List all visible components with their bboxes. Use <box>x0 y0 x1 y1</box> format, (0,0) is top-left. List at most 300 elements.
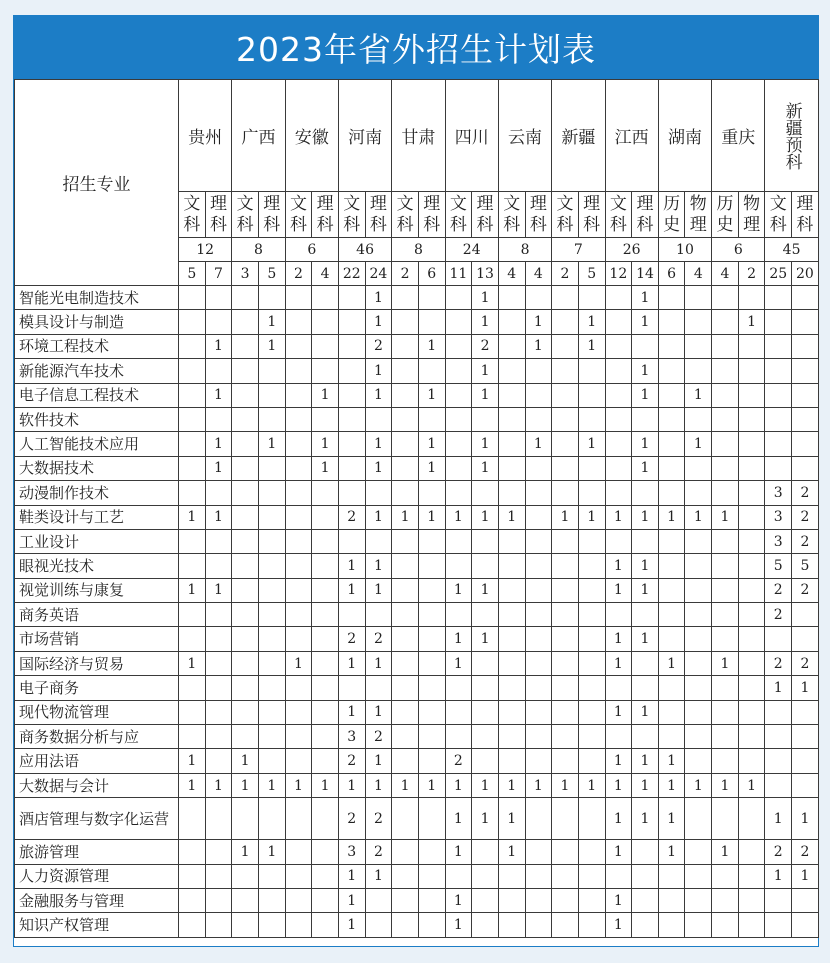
quota-cell <box>792 773 819 797</box>
quota-cell <box>658 407 685 431</box>
quota-cell: 3 <box>765 481 792 505</box>
quota-cell <box>578 578 605 602</box>
quota-cell: 1 <box>418 334 445 358</box>
quota-cell <box>338 310 365 334</box>
quota-cell <box>285 481 312 505</box>
quota-cell <box>312 603 339 627</box>
quota-cell <box>712 798 739 840</box>
quota-cell: 1 <box>365 432 392 456</box>
quota-cell <box>205 481 232 505</box>
quota-cell <box>285 603 312 627</box>
subject-label: 理科 <box>578 192 605 238</box>
quota-cell <box>498 578 525 602</box>
quota-cell <box>392 529 419 553</box>
quota-cell: 1 <box>632 359 659 383</box>
quota-cell <box>232 432 259 456</box>
quota-cell: 3 <box>338 725 365 749</box>
quota-cell <box>632 651 659 675</box>
quota-cell: 1 <box>205 383 232 407</box>
major-name: 应用法语 <box>15 749 179 773</box>
quota-cell: 1 <box>472 310 499 334</box>
quota-cell: 1 <box>792 864 819 888</box>
quota-cell <box>285 407 312 431</box>
quota-cell <box>445 334 472 358</box>
quota-cell: 1 <box>418 456 445 480</box>
quota-cell <box>285 359 312 383</box>
quota-cell <box>712 676 739 700</box>
quota-cell <box>285 700 312 724</box>
quota-cell: 1 <box>179 773 206 797</box>
quota-cell <box>685 627 712 651</box>
quota-cell <box>632 334 659 358</box>
quota-cell: 1 <box>605 888 632 912</box>
subject-label: 文科 <box>552 192 579 238</box>
quota-cell: 1 <box>605 651 632 675</box>
major-column-header: 招生专业 <box>15 80 179 286</box>
quota-cell <box>472 407 499 431</box>
subject-count: 4 <box>498 262 525 286</box>
major-row <box>15 798 819 840</box>
quota-cell <box>738 913 765 937</box>
quota-cell <box>285 310 312 334</box>
major-name: 智能光电制造技术 <box>15 286 179 310</box>
quota-cell <box>525 359 552 383</box>
quota-cell: 1 <box>445 578 472 602</box>
quota-cell: 1 <box>552 505 579 529</box>
province-name: 湖南 <box>658 80 711 192</box>
quota-cell <box>792 888 819 912</box>
quota-cell <box>605 310 632 334</box>
quota-cell <box>765 310 792 334</box>
province-name: 新疆 <box>552 80 605 192</box>
quota-cell <box>418 651 445 675</box>
quota-cell: 1 <box>365 578 392 602</box>
subject-count: 5 <box>578 262 605 286</box>
quota-cell <box>552 798 579 840</box>
quota-cell <box>658 725 685 749</box>
major-name: 商务英语 <box>15 603 179 627</box>
quota-cell <box>285 840 312 864</box>
quota-cell <box>498 651 525 675</box>
quota-cell <box>552 432 579 456</box>
quota-cell <box>552 286 579 310</box>
quota-cell: 2 <box>792 651 819 675</box>
quota-cell: 1 <box>738 310 765 334</box>
quota-cell: 1 <box>418 432 445 456</box>
quota-cell: 1 <box>258 840 285 864</box>
quota-cell: 1 <box>765 864 792 888</box>
quota-cell: 1 <box>632 578 659 602</box>
quota-cell <box>472 554 499 578</box>
quota-cell <box>578 700 605 724</box>
quota-cell <box>765 286 792 310</box>
quota-cell <box>418 286 445 310</box>
quota-cell <box>258 864 285 888</box>
quota-cell: 1 <box>205 773 232 797</box>
quota-cell: 1 <box>179 505 206 529</box>
quota-cell <box>738 888 765 912</box>
quota-cell <box>738 432 765 456</box>
quota-cell <box>685 913 712 937</box>
quota-cell <box>445 676 472 700</box>
quota-cell <box>552 407 579 431</box>
major-row <box>15 578 819 602</box>
quota-cell <box>525 840 552 864</box>
quota-cell: 1 <box>365 773 392 797</box>
quota-cell <box>712 749 739 773</box>
major-row <box>15 407 819 431</box>
quota-cell <box>658 481 685 505</box>
quota-cell <box>552 578 579 602</box>
quota-cell <box>498 286 525 310</box>
quota-cell <box>685 310 712 334</box>
quota-cell <box>605 334 632 358</box>
quota-cell: 1 <box>338 888 365 912</box>
subject-count: 22 <box>338 262 365 286</box>
quota-cell <box>258 286 285 310</box>
quota-cell <box>312 913 339 937</box>
major-name: 国际经济与贸易 <box>15 651 179 675</box>
quota-cell <box>792 725 819 749</box>
quota-cell <box>232 407 259 431</box>
quota-cell <box>685 749 712 773</box>
province-total: 10 <box>658 238 711 262</box>
major-row <box>15 749 819 773</box>
quota-cell <box>232 627 259 651</box>
quota-cell <box>738 456 765 480</box>
subject-count: 14 <box>632 262 659 286</box>
quota-cell: 1 <box>605 627 632 651</box>
quota-cell <box>658 359 685 383</box>
quota-cell <box>232 578 259 602</box>
quota-cell <box>285 864 312 888</box>
quota-cell <box>392 603 419 627</box>
major-row <box>15 773 819 797</box>
quota-cell <box>525 529 552 553</box>
major-row <box>15 286 819 310</box>
quota-cell <box>605 529 632 553</box>
quota-cell: 1 <box>525 432 552 456</box>
quota-cell: 5 <box>765 554 792 578</box>
quota-cell: 1 <box>498 798 525 840</box>
quota-cell <box>525 676 552 700</box>
quota-cell <box>552 383 579 407</box>
quota-cell <box>232 603 259 627</box>
quota-cell <box>445 359 472 383</box>
quota-cell: 1 <box>179 749 206 773</box>
quota-cell <box>472 700 499 724</box>
quota-cell: 2 <box>338 749 365 773</box>
subject-count: 20 <box>792 262 819 286</box>
major-row <box>15 888 819 912</box>
quota-cell <box>418 359 445 383</box>
quota-cell <box>472 749 499 773</box>
province-name: 贵州 <box>179 80 232 192</box>
quota-cell <box>205 310 232 334</box>
quota-cell <box>738 603 765 627</box>
quota-cell <box>525 578 552 602</box>
quota-cell: 1 <box>632 432 659 456</box>
quota-cell <box>658 529 685 553</box>
quota-cell <box>205 700 232 724</box>
major-row <box>15 627 819 651</box>
subject-label: 文科 <box>392 192 419 238</box>
quota-cell <box>179 913 206 937</box>
quota-cell <box>179 383 206 407</box>
quota-cell: 1 <box>258 310 285 334</box>
quota-cell <box>498 529 525 553</box>
quota-cell <box>605 676 632 700</box>
quota-cell <box>765 773 792 797</box>
quota-cell <box>552 529 579 553</box>
quota-cell: 1 <box>445 798 472 840</box>
quota-cell: 1 <box>498 505 525 529</box>
quota-cell <box>658 700 685 724</box>
quota-cell <box>712 359 739 383</box>
quota-cell <box>525 725 552 749</box>
quota-cell <box>685 676 712 700</box>
quota-cell: 1 <box>765 798 792 840</box>
quota-cell <box>498 432 525 456</box>
quota-cell <box>312 286 339 310</box>
quota-cell <box>605 383 632 407</box>
province-name: 新疆预科 <box>765 80 818 192</box>
quota-cell <box>792 359 819 383</box>
quota-cell <box>658 286 685 310</box>
quota-cell: 1 <box>285 651 312 675</box>
quota-cell: 1 <box>632 286 659 310</box>
quota-cell <box>685 864 712 888</box>
quota-cell <box>738 554 765 578</box>
enrollment-plan-table <box>14 79 819 938</box>
province-total: 8 <box>392 238 445 262</box>
subject-label: 理科 <box>632 192 659 238</box>
quota-cell <box>552 913 579 937</box>
quota-cell <box>632 864 659 888</box>
quota-cell: 2 <box>765 578 792 602</box>
subject-count: 4 <box>712 262 739 286</box>
major-name: 现代物流管理 <box>15 700 179 724</box>
major-name: 金融服务与管理 <box>15 888 179 912</box>
quota-cell <box>685 286 712 310</box>
quota-cell <box>338 286 365 310</box>
quota-cell: 1 <box>658 798 685 840</box>
subject-label: 物理 <box>685 192 712 238</box>
quota-cell: 1 <box>605 773 632 797</box>
quota-cell <box>472 725 499 749</box>
major-name: 大数据技术 <box>15 456 179 480</box>
quota-cell <box>365 676 392 700</box>
quota-cell <box>258 578 285 602</box>
quota-cell <box>232 554 259 578</box>
subject-label: 历史 <box>658 192 685 238</box>
quota-cell: 1 <box>365 456 392 480</box>
major-name: 电子商务 <box>15 676 179 700</box>
quota-cell <box>525 913 552 937</box>
quota-cell <box>312 310 339 334</box>
quota-cell <box>632 840 659 864</box>
quota-cell <box>392 334 419 358</box>
quota-cell <box>578 627 605 651</box>
quota-cell <box>685 554 712 578</box>
quota-cell <box>205 676 232 700</box>
subject-count: 2 <box>285 262 312 286</box>
quota-cell <box>205 864 232 888</box>
quota-cell <box>605 359 632 383</box>
quota-cell <box>312 888 339 912</box>
quota-cell: 1 <box>258 773 285 797</box>
quota-cell <box>258 700 285 724</box>
quota-cell: 1 <box>445 505 472 529</box>
quota-cell: 1 <box>365 864 392 888</box>
quota-cell <box>712 456 739 480</box>
quota-cell <box>578 603 605 627</box>
quota-cell: 1 <box>712 651 739 675</box>
major-row <box>15 554 819 578</box>
quota-cell <box>232 383 259 407</box>
quota-cell <box>578 359 605 383</box>
quota-cell <box>338 676 365 700</box>
quota-cell <box>392 725 419 749</box>
subject-count: 4 <box>312 262 339 286</box>
quota-cell <box>525 383 552 407</box>
quota-cell: 1 <box>658 773 685 797</box>
quota-cell <box>552 676 579 700</box>
quota-cell: 1 <box>418 505 445 529</box>
quota-cell <box>712 725 739 749</box>
quota-cell <box>232 359 259 383</box>
subject-count: 5 <box>258 262 285 286</box>
quota-cell <box>605 407 632 431</box>
quota-cell <box>392 554 419 578</box>
quota-cell <box>312 676 339 700</box>
quota-cell: 1 <box>578 432 605 456</box>
subject-count: 7 <box>205 262 232 286</box>
quota-cell <box>472 676 499 700</box>
quota-cell <box>712 529 739 553</box>
quota-cell <box>525 505 552 529</box>
major-name: 酒店管理与数字化运营 <box>15 798 179 840</box>
quota-cell <box>179 888 206 912</box>
quota-cell <box>498 749 525 773</box>
subject-label: 文科 <box>232 192 259 238</box>
quota-cell: 1 <box>685 773 712 797</box>
quota-cell: 1 <box>472 456 499 480</box>
quota-cell: 1 <box>179 651 206 675</box>
quota-cell: 1 <box>498 773 525 797</box>
quota-cell <box>765 725 792 749</box>
quota-cell <box>658 334 685 358</box>
quota-cell: 1 <box>472 773 499 797</box>
quota-cell <box>418 749 445 773</box>
quota-cell <box>632 725 659 749</box>
quota-cell <box>632 603 659 627</box>
province-name: 甘肃 <box>392 80 445 192</box>
major-name: 眼视光技术 <box>15 554 179 578</box>
quota-cell <box>418 481 445 505</box>
quota-cell <box>312 725 339 749</box>
quota-cell: 1 <box>685 505 712 529</box>
quota-cell <box>498 481 525 505</box>
quota-cell <box>658 432 685 456</box>
major-row <box>15 432 819 456</box>
quota-cell <box>258 505 285 529</box>
quota-cell <box>712 864 739 888</box>
quota-cell <box>392 481 419 505</box>
major-name: 知识产权管理 <box>15 913 179 937</box>
quota-cell <box>605 725 632 749</box>
quota-cell: 1 <box>472 383 499 407</box>
quota-cell <box>445 529 472 553</box>
quota-cell <box>179 286 206 310</box>
quota-cell: 1 <box>738 773 765 797</box>
quota-cell: 1 <box>258 432 285 456</box>
quota-cell <box>525 603 552 627</box>
quota-cell <box>498 725 525 749</box>
province-total: 7 <box>552 238 605 262</box>
quota-cell <box>765 888 792 912</box>
subject-count: 2 <box>392 262 419 286</box>
quota-cell: 1 <box>365 505 392 529</box>
quota-cell: 1 <box>605 798 632 840</box>
quota-cell: 1 <box>605 700 632 724</box>
quota-cell <box>712 334 739 358</box>
quota-cell <box>525 407 552 431</box>
quota-cell: 1 <box>605 913 632 937</box>
province-name: 广西 <box>232 80 285 192</box>
quota-cell: 5 <box>792 554 819 578</box>
quota-cell <box>179 676 206 700</box>
quota-cell: 2 <box>365 334 392 358</box>
major-name: 大数据与会计 <box>15 773 179 797</box>
quota-cell: 2 <box>765 651 792 675</box>
quota-cell <box>232 456 259 480</box>
subject-label: 理科 <box>312 192 339 238</box>
quota-cell: 1 <box>792 676 819 700</box>
quota-cell <box>445 407 472 431</box>
major-row <box>15 603 819 627</box>
major-name: 软件技术 <box>15 407 179 431</box>
quota-cell: 1 <box>525 334 552 358</box>
quota-cell <box>445 432 472 456</box>
quota-cell <box>179 627 206 651</box>
quota-cell <box>205 407 232 431</box>
quota-cell <box>418 840 445 864</box>
quota-cell <box>605 864 632 888</box>
province-header-row <box>15 80 819 192</box>
quota-cell <box>765 749 792 773</box>
quota-cell <box>392 383 419 407</box>
quota-cell <box>578 651 605 675</box>
major-row <box>15 456 819 480</box>
major-row <box>15 334 819 358</box>
quota-cell <box>445 725 472 749</box>
quota-cell: 2 <box>365 840 392 864</box>
quota-cell: 1 <box>765 676 792 700</box>
major-row <box>15 359 819 383</box>
quota-cell: 2 <box>365 798 392 840</box>
quota-cell <box>552 603 579 627</box>
quota-cell <box>179 432 206 456</box>
quota-cell: 1 <box>525 310 552 334</box>
quota-cell <box>792 749 819 773</box>
quota-cell <box>285 798 312 840</box>
quota-cell <box>258 407 285 431</box>
quota-cell <box>205 603 232 627</box>
quota-cell <box>232 651 259 675</box>
province-total: 6 <box>712 238 765 262</box>
quota-cell <box>418 888 445 912</box>
